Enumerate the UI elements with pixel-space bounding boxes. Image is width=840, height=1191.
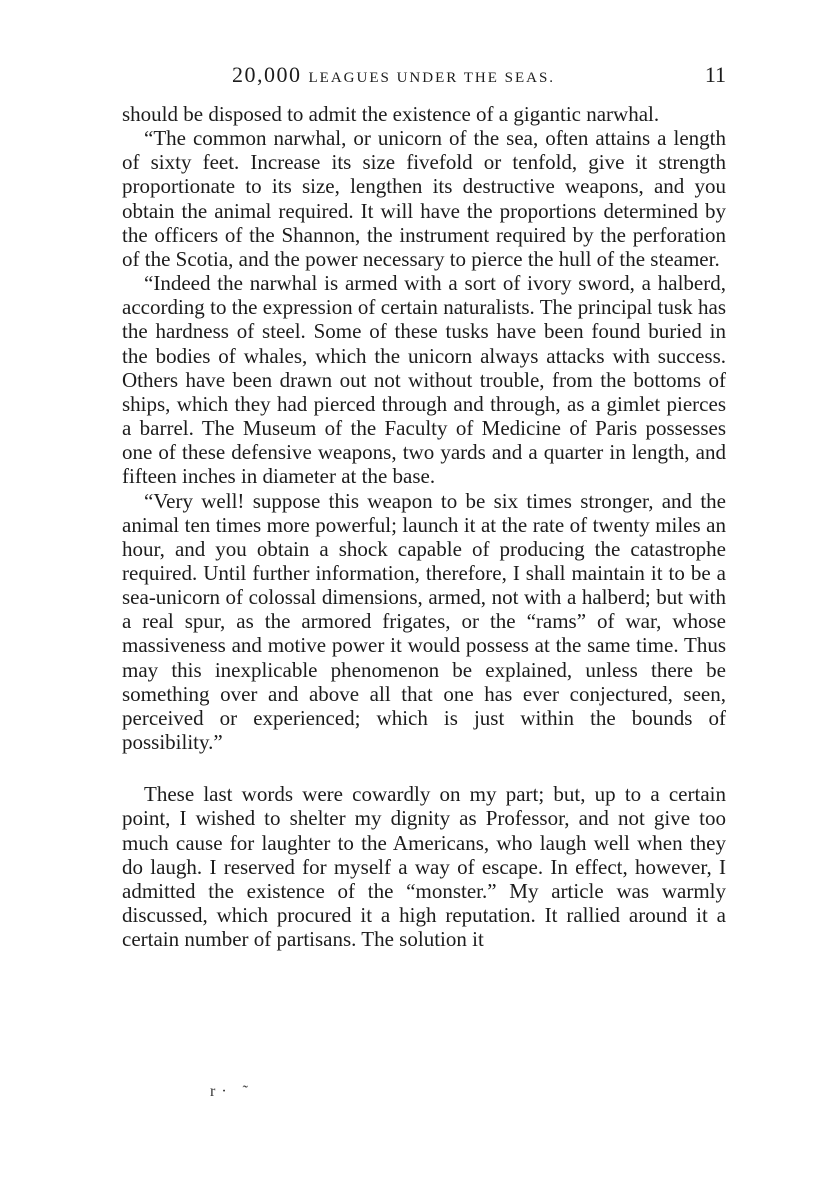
running-title [232, 58, 555, 95]
running-title-number: 20,000 [232, 62, 302, 87]
printer-mark: r· ˜ [210, 1083, 254, 1100]
paragraph-very-well: “Very well! suppose this weapon to be six times stronger, and the animal ten times more powerful; launch it at the rate of twenty miles an hour, and you obtain a shock capable of producing the catastrophe required. Until further information, therefore, I shall maintain it to be a sea-unicorn of colossal dimensions, armed, not with a halberd; but with a real spur, as the armored frigates, or the “rams” of war, whose massiveness and motive power it would possess at the same time. Thus may this inexplicable phenomenon be explained, unless there be something over and above all that one has ever conjectured, seen, perceived or experienced; which is just within the bounds of possibility.” [122, 488, 726, 755]
running-head [122, 58, 726, 92]
paragraph-narwhal-armed: “Indeed the narwhal is armed with a sort of ivory sword, a halberd, according to the expression of certain naturalists. The principal tusk has the hardness of steel. Some of these tusks have been found buried in the bodies of whales, which the unicorn always attacks with success. Others have been drawn out not without trouble, from the bottoms of ships, which they had pierced through and through, as a gimlet pierces a barrel. The Museum of the Faculty of Medicine of Paris possesses one of these defensive weapons, two yards and a quarter in length, and fifteen inches in diameter at the base. [122, 271, 726, 489]
paragraph-continuation: should be disposed to admit the existence of a gigantic narwhal. [122, 102, 660, 126]
paragraph-last-words: These last words were cowardly on my part; but, up to a certain point, I wished to shelter my dignity as Professor, and not give too much cause for laughter to the Americans, who laugh well when they do laugh. I reserved for myself a way of escape. In effect, however, I admitted the existence of the “monster.” My article was warmly discussed, which procured it a high reputation. It rallied around it a certain number of partisans. The solution it [122, 782, 726, 952]
page-number: 11 [704, 62, 726, 87]
paragraph-common-narwhal: “The common narwhal, or unicorn of the sea, often attains a length of sixty feet. Increase its size fivefold or tenfold, give it strength proportionate to its size, lengthen its destructive weapons, and you obtain the animal required. It will have the proportions determined by the officers of the Shannon, the instrument required by the perforation of the Scotia, and the power necessary to pierce the hull of the steamer. [122, 126, 726, 271]
body-text [122, 102, 726, 951]
running-title-caps: LEAGUES UNDER THE SEAS. [308, 70, 556, 86]
book-page [122, 58, 726, 951]
